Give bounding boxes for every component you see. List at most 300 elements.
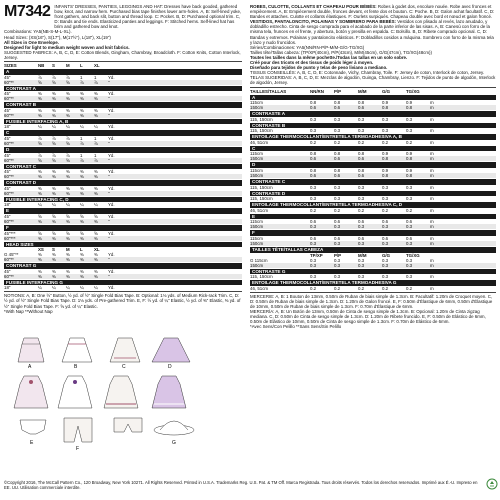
yardage-cell: ¼ (38, 285, 42, 291)
yardage-cell: ⅞ (66, 152, 70, 158)
fabric-section-title: CONTRAST C (4, 164, 242, 170)
yardage-cell: 0.6 (358, 156, 365, 162)
yardage-cell: 0.6 (334, 236, 341, 242)
yardage-cell: ⅜ (66, 112, 70, 118)
yardage-cell: ⅜ (52, 96, 56, 102)
yardage-row (4, 124, 242, 129)
yardage-cell: ⅜ (94, 96, 98, 102)
yardage-cell: 0.8 (334, 151, 341, 157)
yardage-cell: 0.6 (358, 173, 365, 179)
yardage-cell: ⅜ (80, 91, 84, 97)
view-a-b-back (14, 376, 92, 408)
pattern-code: M7342 (4, 3, 51, 20)
head-size-cell: G/G (382, 252, 391, 258)
yardage-cell: ⅝ (66, 141, 70, 146)
yardage-cell: ⅜ (66, 235, 70, 241)
yardage-cell: 0.3 (334, 128, 341, 134)
yardage-cell: 0.2 (358, 207, 365, 213)
yardage-cell: 0.2 (406, 207, 413, 213)
fabric-section-title: A (250, 95, 496, 101)
yardage-cell: m (430, 116, 434, 122)
yardage-cell: ⅜ (52, 268, 56, 274)
yardage-cell: 0.3 (334, 224, 341, 230)
yardage-cell: ⅜ (52, 185, 56, 191)
yardage-row (4, 174, 242, 179)
fabric-section-title: A (4, 69, 242, 75)
size-header-cell: M (66, 63, 70, 69)
yardage-cell: 0.3 (382, 257, 389, 263)
combinations-en: Combinations: YA5(NB-S-M-L-XL). (4, 29, 72, 35)
head-size-cell: S (52, 247, 55, 253)
mercerie-fr: MERCERIE: A, B: 1 Bouton de 13mm, 0.50m de Ruban de biais simple de 1.3cm. B: Facultatif: 1.20m de Croquet moyen. C, D: 0.50m de Ruban de biais simple de 1.3cm. D: 1.20m de Galon froncé. E, F: 0.50m d'Élastique de 6mm, 0.50m d'Élastique de 10mm, 0.50m de Ruban de biais simple de 1.3cm. F: 0.70m d'Élastique de 6mm. (250, 293, 493, 309)
yardage-cell: 0.3 (382, 196, 389, 202)
yardage-cell: 0.2 (382, 285, 389, 291)
yardage-cell: 45" (4, 213, 11, 219)
yardage-cell: ⅜ (38, 96, 42, 102)
yardage-cell: Yd. (108, 152, 115, 158)
yardage-table-metric (250, 89, 496, 291)
fig-label-e: E (30, 440, 34, 446)
yardage-cell: 0.2 (382, 139, 389, 145)
yardage-cell: 45" (4, 107, 11, 113)
yardage-cell: 0.8 (406, 173, 413, 179)
yardage-cell: Yd. (108, 285, 115, 291)
yardage-cell: ⅝ (94, 230, 98, 236)
size-header-cell: SIZES (4, 63, 17, 69)
yardage-cell: 0.3 (334, 274, 341, 280)
yardage-row (250, 263, 496, 268)
yardage-cell: 0.2 (334, 139, 341, 145)
yardage-cell: 0.3 (358, 257, 365, 263)
yardage-cell: ⅜ (38, 257, 42, 263)
yardage-cell: 0.8 (406, 105, 413, 111)
yardage-cell: ⅜ (38, 190, 42, 196)
yardage-cell: 115, 150cm (250, 116, 273, 122)
yardage-cell: m (430, 105, 434, 111)
size-header-row (250, 89, 496, 94)
yardage-cell: ⅞ (80, 141, 84, 146)
yardage-row (4, 274, 242, 279)
yardage-cell: 0.3 (310, 262, 317, 268)
all-sizes-fr: Toutes les tailles dans la même pochette./Todas las tallas en un solo sobre. (250, 54, 408, 60)
fabric-section-title: CONTRASTE G (250, 269, 496, 275)
view-g-hat (154, 421, 194, 446)
yardage-cell: 0.2 (406, 139, 413, 145)
yardage-cell: ⅝ (80, 230, 84, 236)
yardage-cell: 0.3 (406, 262, 413, 268)
yardage-cell: ⅜ (66, 252, 70, 258)
yardage-cell: ⅜ (80, 257, 84, 263)
yardage-row (4, 80, 242, 85)
yardage-cell: 0.2 (358, 285, 365, 291)
yardage-cell: ⅜ (94, 235, 98, 241)
yardage-cell: 60"** (4, 157, 14, 163)
yardage-cell: 0.8 (334, 100, 341, 106)
fabric-section-title: C (250, 146, 496, 152)
yardage-cell: 60"** (4, 174, 14, 180)
yardage-cell: 0.8 (382, 173, 389, 179)
yardage-cell: 0.9 (382, 100, 389, 106)
yardage-cell: ⅝ (66, 79, 70, 85)
yardage-cell: G 45"** (4, 252, 19, 258)
yardage-cell: 0.6 (310, 105, 317, 111)
yardage-cell: 0.3 (358, 184, 365, 190)
yardage-cell: ⅜ (66, 169, 70, 175)
divider (250, 292, 496, 293)
yardage-row (250, 286, 496, 291)
yardage-cell: m (430, 168, 434, 174)
fabric-section-title: E (250, 214, 496, 220)
yardage-cell: ⅜ (66, 257, 70, 263)
yardage-cell: ⅜ (80, 107, 84, 113)
yardage-cell: m (430, 274, 434, 280)
yardage-cell: ¼ (66, 202, 70, 208)
yardage-cell: m (430, 219, 434, 225)
yardage-cell: ⅜ (80, 185, 84, 191)
yardage-cell: 0.8 (406, 156, 413, 162)
yardage-cell: 60"** (4, 273, 14, 279)
yardage-cell: 0.3 (406, 196, 413, 202)
yardage-cell: 18" (4, 202, 11, 208)
yardage-cell: 0.6 (382, 219, 389, 225)
yardage-cell: m (430, 241, 434, 247)
yardage-cell: 0.3 (358, 128, 365, 134)
head-size-cell: XL (94, 247, 100, 253)
yardage-cell: ⅜ (94, 252, 98, 258)
yardage-cell: 0.8 (358, 151, 365, 157)
yardage-cell: " (108, 79, 110, 85)
yardage-cell: ⅜ (52, 218, 56, 224)
yardage-cell: 0.3 (334, 262, 341, 268)
designed-es: Diseñado para tejidos de punto y telas de peso liviano a mediano. (250, 65, 388, 71)
yardage-cell: 150cm (250, 262, 264, 268)
yardage-cell: 115cm (250, 151, 263, 157)
title-es: VESTIDOS, PANTALONCITO, POLAINAS Y SOMBRERO PARA BEBÉS: (250, 19, 396, 25)
yardage-cell: 150cm (250, 173, 264, 179)
yardage-cell: ⅜ (52, 174, 56, 180)
yardage-cell: 0.3 (406, 274, 413, 280)
yardage-cell: 0.2 (310, 139, 317, 145)
yardage-cell: ¼ (94, 285, 98, 291)
yardage-cell: ⅜ (94, 107, 98, 113)
yardage-cell: " (108, 190, 110, 196)
fabric-section-title: FUSIBLE INTERFACING A, B (4, 119, 242, 125)
fig-label-c: C (122, 364, 126, 370)
yardage-cell: 60"** (4, 190, 14, 196)
yardage-cell: ⅜ (52, 235, 56, 241)
yardage-cell: ⅜ (80, 112, 84, 118)
yardage-cell: 115cm (250, 236, 263, 242)
fabric-section-title: F (250, 230, 496, 236)
yardage-cell: 0.6 (334, 156, 341, 162)
yardage-cell: 115cm (250, 100, 263, 106)
yardage-cell: 45" (4, 91, 11, 97)
yardage-row (250, 208, 496, 213)
description-en: INFANTS' DRESSES, PANTIES, LEGGINGS AND HAT: Dresses have back gooded, gathered bow, knot, and narrow hem. Purchased bias tape finishes lower arm-holes. A, B: Self-lined yoke, front gathers, and back slit, button and thread loop. C: Pocket. B, D: Purchased optional trim. C, D: Bands and tie ends. Elasticized panties and leggings. F: Stitched hems. Self-lined hat has brim and gathered bow and knot. (54, 4, 242, 30)
title-fr: ROBES, CULOTTE, COLLANTS ET CHAPEAU POUR BÉBÉS: (250, 4, 377, 9)
yardage-row (250, 274, 496, 279)
yardage-row (250, 128, 496, 133)
combinations-fr: Séries/Combinaciones: YA5(NN/RN-P/P-M/M-G/G-TG/XG) (250, 44, 365, 50)
head-size-cell: M (66, 247, 70, 253)
view-b-dress (62, 338, 92, 370)
merceria-es: MERCERÍA: A, B: Un Botón de 13mm, 0.50m de Cinta de sesgo simple de 1.3cm. B: Opcional: 1.20m de Cinta zigzag mediana. C, D: 0.50m de Cinta de sesgo simple de 1.3cm. D: 1.20m de Ribete fruncido. E, F: 0.50m de Elástico de 6mm, 0.50m de Elástico de 10mm, 0.50m de Cinta de sesgo simple de 1.3cm. F: 0.70m de Elástico de 6mm. (250, 309, 486, 325)
yardage-cell: ⅜ (38, 91, 42, 97)
yardage-cell: 45" (4, 152, 11, 158)
yardage-row (4, 285, 242, 290)
yardage-row (250, 185, 496, 190)
fabric-section-title: F (4, 225, 242, 231)
yardage-cell: 1 (80, 74, 83, 80)
yardage-cell: ⅜ (66, 218, 70, 224)
yardage-cell: 60"** (4, 218, 14, 224)
header (4, 4, 242, 29)
yardage-cell: m (430, 139, 434, 145)
yardage-cell: 0.6 (406, 236, 413, 242)
yardage-cell: ¼ (52, 124, 56, 130)
yardage-cell: Yd. (108, 202, 115, 208)
head-sizes-fr: Tailles tête/Tallas cabeza: (TP/XP(40cm), P/P(43cm), M/M(45cm), G/G(47cm), TG/XG(48cm)) (250, 49, 432, 55)
yardage-cell: ⅞ (38, 152, 42, 158)
yardage-cell: ⅜ (80, 235, 84, 241)
yardage-cell: 45" (4, 136, 11, 141)
yardage-cell: 0.3 (382, 224, 389, 230)
yardage-cell: ⅜ (94, 112, 98, 118)
yardage-cell: 0.3 (358, 196, 365, 202)
english-column (4, 4, 242, 314)
yardage-row (4, 202, 242, 207)
yardage-row (4, 191, 242, 196)
fig-label-d: D (168, 364, 172, 370)
yardage-cell: ⅜ (52, 91, 56, 97)
fabric-section-title: TAILLES TÊTE/TALLAS CABEZA (250, 247, 496, 253)
yardage-row (4, 113, 242, 118)
yardage-cell: Yd. (108, 91, 115, 97)
yardage-cell: 45" (4, 268, 11, 274)
yardage-cell: 46, 51cm (250, 139, 269, 145)
yardage-cell: 1 (94, 136, 97, 141)
yardage-cell: 60"** (4, 96, 14, 102)
yardage-cell: ⅜ (80, 273, 84, 279)
yardage-cell: 0.3 (358, 116, 365, 122)
yardage-cell: ⅜ (80, 96, 84, 102)
yardage-cell: 46, 51cm (250, 207, 269, 213)
yardage-row (250, 156, 496, 161)
yardage-cell: 0.6 (334, 219, 341, 225)
yardage-cell: ⅞ (38, 136, 42, 141)
fig-label-g: G (172, 440, 176, 446)
yardage-cell: ⅞ (52, 136, 56, 141)
nap-legend-en: *With Nap **Without Nap (4, 308, 53, 314)
garment-illustrations (6, 334, 236, 454)
yardage-cell: ⅞ (80, 79, 84, 85)
yardage-cell: 0.8 (382, 156, 389, 162)
view-a-dress (18, 338, 44, 370)
fabrics-es: TELAS SUGERIDAS: A, B, C, D, E: Mezclas de algodón, Guinga, Chambray, Lienzo. F: Tejidos de punto de algodón, Interlock de algodón, Jersey. (250, 75, 496, 86)
yardage-cell: " (108, 141, 110, 146)
yardage-cell: 0.2 (310, 285, 317, 291)
yardage-cell: 0.3 (334, 241, 341, 247)
yardage-cell: ⅜ (66, 185, 70, 191)
size-header-cell (108, 63, 122, 68)
yardage-cell: 0.3 (310, 224, 317, 230)
yardage-cell: ⅝ (66, 230, 70, 236)
head-sizes-en: Head Sizes: (XS(16"), S(17"), M(17½"), L(18"), XL(19") (4, 34, 111, 40)
yardage-cell: " (108, 235, 110, 241)
yardage-cell: ⅝ (38, 157, 42, 163)
yardage-cell: ⅜ (94, 185, 98, 191)
yardage-cell: ⅝ (52, 157, 56, 163)
yardage-cell: ⅜ (38, 169, 42, 175)
yardage-cell: Yd. (108, 185, 115, 191)
yardage-row (4, 219, 242, 224)
yardage-cell: 0.9 (382, 151, 389, 157)
yardage-cell: 0.3 (406, 241, 413, 247)
yardage-cell: 45"*** (4, 230, 16, 236)
yardage-cell: Yd. (108, 124, 115, 130)
yardage-cell: ⅜ (52, 112, 56, 118)
yardage-cell: ⅜ (94, 218, 98, 224)
yardage-cell: 1 (94, 152, 97, 158)
yardage-cell: ⅜ (52, 107, 56, 113)
yardage-cell: ⅝ (66, 157, 70, 163)
size-header-cell: P/P (334, 88, 342, 94)
yardage-cell: m (430, 257, 434, 263)
yardage-cell: ⅜ (80, 190, 84, 196)
yardage-cell: ⅝ (38, 79, 42, 85)
yardage-cell: 0.3 (310, 196, 317, 202)
yardage-cell: m (430, 100, 434, 106)
designed-fr: Créé pour des tricots et des tissus de poids léger à moyen. (250, 60, 374, 66)
yardage-cell: 1 (80, 136, 83, 141)
yardage-cell: " (108, 96, 110, 102)
yardage-cell: Yd. (108, 252, 115, 258)
yardage-cell: ⅝ (38, 213, 42, 219)
yardage-cell: 60"** (4, 79, 14, 85)
yardage-cell: 0.3 (310, 184, 317, 190)
all-sizes-en: All Sizes in One Envelope. (4, 39, 59, 45)
yardage-cell: ⅝ (80, 213, 84, 219)
fig-label-b: B (74, 364, 78, 370)
yardage-cell: ⅜ (38, 268, 42, 274)
yardage-cell: m (430, 224, 434, 230)
yardage-cell: ⅝ (38, 141, 42, 146)
yardage-cell: m (430, 128, 434, 134)
yardage-cell: Yd. (108, 74, 115, 80)
yardage-cell: " (108, 157, 110, 163)
yardage-cell: 0.9 (406, 100, 413, 106)
yardage-cell: ⅜ (94, 273, 98, 279)
yardage-cell: 0.3 (358, 241, 365, 247)
yardage-cell: ⅜ (52, 190, 56, 196)
yardage-cell: ¼ (66, 124, 70, 130)
fabrics-fr: TISSUS CONSEILLÉS: A, B, C, D, E: Cotonnade, Vichy, Chambray, Toile. F: Jersey de coton, Interlock de coton, Jersey. (250, 70, 485, 76)
yardage-cell: 60"** (4, 257, 14, 263)
yardage-cell: 45" (4, 74, 11, 80)
description-fr: Robes à godet dos, encolure nouée. Robe avec fronces et empiècement. A, B: Empiècement double, fronces devant, et fente dos et bouton. C: Poche. B, D: Galon achat facultatif. C, D: Bandes et attaches. Culotte et collants élastiques. F: Ourlets surpiqués. Chapeau double avec bord et nœud et galon froncé. (250, 4, 495, 20)
yardage-cell: ⅜ (38, 252, 42, 258)
yardage-cell: ⅞ (52, 74, 56, 80)
yardage-cell: 0.6 (358, 105, 365, 111)
yardage-cell: 0.6 (358, 219, 365, 225)
yardage-cell: ¼ (38, 202, 42, 208)
yardage-cell: 0.3 (382, 262, 389, 268)
yardage-cell: 0.8 (310, 168, 317, 174)
yardage-row (250, 117, 496, 122)
yardage-cell: 0.3 (334, 257, 341, 263)
yardage-cell: ⅞ (66, 74, 70, 80)
yardage-cell: 0.6 (334, 173, 341, 179)
size-header-cell: NB (38, 63, 45, 69)
size-header-cell: S (52, 63, 55, 69)
yardage-cell: ⅜ (80, 268, 84, 274)
yardage-cell: 150cm (250, 224, 264, 230)
yardage-cell: 0.8 (334, 168, 341, 174)
yardage-cell: ⅜ (80, 169, 84, 175)
yardage-cell: 0.9 (406, 151, 413, 157)
fabric-section-title: HEAD SIZES (4, 242, 242, 248)
yardage-cell: ⅝ (52, 230, 56, 236)
yardage-cell: 0.9 (406, 168, 413, 174)
yardage-cell: ⅜ (38, 185, 42, 191)
head-size-cell: TG/XG (406, 252, 420, 258)
fabric-section-title: D (250, 162, 496, 168)
yardage-cell: ⅜ (52, 169, 56, 175)
fabric-section-title: ENTOILAGE THERMOCOLLANT/ENTRETELA TERMOADHESIVA C, D (250, 202, 496, 208)
yardage-cell: ⅜ (52, 273, 56, 279)
yardage-row (250, 224, 496, 229)
yardage-cell: 0.3 (382, 241, 389, 247)
yardage-cell: 0.8 (358, 168, 365, 174)
yardage-cell: 0.2 (334, 285, 341, 291)
yardage-cell: ¼ (38, 124, 42, 130)
view-c-dress (110, 338, 140, 370)
yardage-cell: 115, 150cm (250, 184, 273, 190)
yardage-cell: m (430, 262, 434, 268)
yardage-cell: " (108, 257, 110, 263)
yardage-cell: ¼ (94, 124, 98, 130)
nap-legend-fr: *Avec Sens/Con Pelillo **Sans Sens/Sin Pelillo (250, 324, 342, 330)
yardage-table-en (4, 63, 242, 290)
yardage-cell: 0.6 (334, 105, 341, 111)
yardage-cell: Yd. (108, 213, 115, 219)
suggested-fabrics-en: SUGGESTED FABRICS: A, B, C, D, E: Cotton Blends, Gingham, Chambray, Broadcloth. F: Cotton Knits, Cotton Interlock, Jersey. (4, 49, 241, 60)
divider (4, 291, 242, 292)
yardage-cell: 60"** (4, 112, 14, 118)
yardage-cell: ⅜ (94, 257, 98, 263)
yardage-cell: ⅞ (94, 141, 98, 146)
yardage-row (250, 196, 496, 201)
fabric-section-title: E (4, 208, 242, 214)
yardage-cell: ¼ (52, 202, 56, 208)
designed-for-en: Designed for light to medium weight woven and knit fabrics. (4, 44, 130, 50)
yardage-cell: ⅞ (94, 157, 98, 163)
yardage-cell: 0.3 (310, 241, 317, 247)
view-e-panties (20, 420, 46, 446)
yardage-cell: ¼ (80, 124, 84, 130)
yardage-cell: 115cm (250, 168, 263, 174)
yardage-row (4, 236, 242, 241)
yardage-cell: Yd. (108, 136, 115, 141)
yardage-cell: m (430, 173, 434, 179)
yardage-cell: Yd. (108, 107, 115, 113)
yardage-cell: 0.3 (406, 224, 413, 230)
yardage-cell: ⅜ (94, 268, 98, 274)
fabric-section-title: CONTRASTE D (250, 191, 496, 197)
size-header-cell: M/M (358, 88, 367, 94)
yardage-cell: ⅜ (38, 218, 42, 224)
yardage-row (4, 257, 242, 262)
